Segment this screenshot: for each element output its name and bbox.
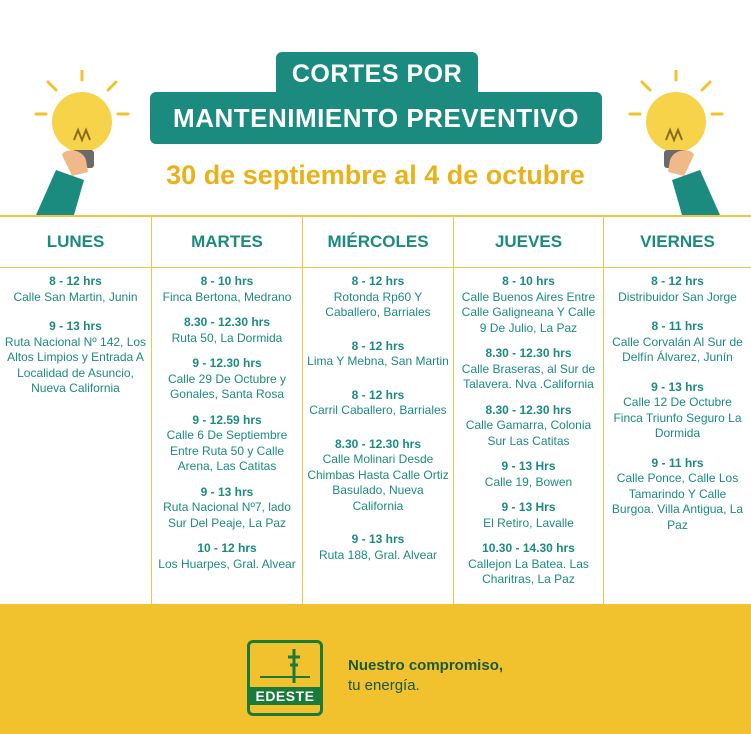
- day-header: LUNES: [0, 217, 151, 268]
- outage-location: Finca Bertona, Medrano: [162, 289, 292, 304]
- title-line-2: MANTENIMIENTO PREVENTIVO: [150, 92, 602, 144]
- outage-entry: [156, 541, 298, 572]
- outage-time: 9 - 12.59 hrs: [192, 412, 262, 427]
- outage-location: Ruta Nacional Nº 142, Los Altos Limpios y Entrada A Localidad de Asuncio, Nueva California: [4, 334, 147, 395]
- outage-time: 8.30 - 12.30 hrs: [485, 346, 572, 360]
- outage-entry: [307, 388, 449, 419]
- schedule-table: [0, 215, 751, 604]
- title-line-1: CORTES POR: [276, 52, 478, 96]
- outage-location: Ruta 50, La Dormida: [171, 330, 283, 345]
- entry-list: [4, 268, 147, 397]
- day-header: JUEVES: [454, 217, 603, 268]
- outage-time: 8 - 12 hrs: [651, 274, 704, 288]
- outage-time: 9 - 13 Hrs: [501, 500, 556, 514]
- outage-entry: [458, 459, 599, 490]
- outage-location: Calle 12 De Octubre Finca Triunfo Seguro La Dormida: [613, 395, 742, 440]
- outage-time: 9 - 12.30 hrs: [192, 356, 262, 370]
- outage-location: Calle Molinari Desde Chimbas Hasta Calle Ortiz Basulado, Nueva California: [307, 452, 449, 513]
- date-range: 30 de septiembre al 4 de octubre: [166, 160, 585, 190]
- lightbulb-hand-icon: [26, 70, 136, 220]
- edeste-logo: [247, 640, 323, 716]
- outage-entry: [4, 319, 147, 397]
- tagline-bold: Nuestro compromiso,: [348, 657, 504, 674]
- outage-location: Distribuidor San Jorge: [618, 289, 737, 304]
- outage-location: Ruta Nacional Nº7, lado Sur Del Peaje, La Paz: [163, 500, 291, 530]
- outage-entry: [458, 403, 599, 450]
- entry-list: [156, 268, 298, 572]
- outage-time: 8.30 - 12.30 hrs: [485, 402, 572, 417]
- outage-time: 8.30 - 12.30 hrs: [334, 436, 422, 451]
- outage-entry: [608, 456, 747, 534]
- outage-entry: [608, 274, 747, 305]
- outage-location: Calle Gamarra, Colonia Sur Las Catitas: [465, 418, 592, 448]
- outage-location: Carril Caballero, Barriales: [309, 403, 447, 417]
- outage-entry: [156, 413, 298, 475]
- outage-time: 8.30 - 12.30 hrs: [183, 315, 271, 329]
- outage-time: 8 - 12 hrs: [351, 387, 405, 402]
- outage-time: 9 - 13 hrs: [351, 532, 405, 546]
- day-header: MIÉRCOLES: [303, 217, 453, 268]
- outage-time: 8 - 12 hrs: [351, 338, 405, 353]
- entry-list: [608, 268, 747, 533]
- outage-time: 9 - 13 Hrs: [501, 459, 556, 473]
- day-column-miercoles: [302, 217, 453, 606]
- power-tower-icon: [250, 643, 320, 687]
- outage-time: 10 - 12 hrs: [197, 541, 257, 555]
- day-column-lunes: [0, 217, 151, 606]
- outage-entry: [156, 274, 298, 305]
- outage-entry: [608, 380, 747, 442]
- day-column-viernes: [603, 217, 751, 606]
- outage-time: 8 - 10 hrs: [502, 274, 555, 288]
- outage-location: Calle Buenos Aires Entre Calle Galigneana Y Calle 9 De Julio, La Paz: [461, 289, 596, 335]
- outage-entry: [4, 274, 147, 305]
- title-block: [0, 0, 751, 215]
- outage-entry: [307, 437, 449, 515]
- outage-time: 10.30 - 14.30 hrs: [482, 541, 575, 555]
- outage-entry: [458, 346, 599, 393]
- outage-entry: [458, 274, 599, 336]
- outage-location: Rotonda Rp60 Y Caballero, Barriales: [325, 289, 431, 319]
- outage-location: Calle 29 De Octubre y Gonales, Santa Rosa: [167, 371, 287, 401]
- footer-banner: [0, 604, 751, 734]
- entry-list: [307, 268, 449, 563]
- outage-entry: [156, 356, 298, 403]
- outage-time: 9 - 13 hrs: [49, 319, 102, 333]
- outage-location: Ruta 188, Gral. Alvear: [318, 547, 438, 562]
- outage-time: 9 - 13 hrs: [651, 379, 704, 394]
- outage-location: Callejon La Batea. Las Charitras, La Paz: [468, 556, 589, 586]
- logo-text: EDESTE: [250, 687, 320, 705]
- outage-location: Calle Braseras, al Sur de Talavera. Nva .California: [461, 361, 596, 391]
- outage-location: Calle Ponce, Calle Los Tamarindo Y Calle Burgoa. Villa Antigua, La Paz: [611, 471, 744, 532]
- day-header: MARTES: [152, 217, 302, 268]
- outage-time: 9 - 13 hrs: [200, 484, 254, 499]
- outage-location: Lima Y Mebna, San Martin: [307, 354, 449, 368]
- day-header: VIERNES: [604, 217, 751, 268]
- outage-location: Los Huarpes, Gral. Alvear: [158, 556, 296, 571]
- day-column-jueves: [453, 217, 603, 606]
- tagline: [348, 656, 503, 696]
- outage-entry: [458, 541, 599, 588]
- outage-entry: [156, 485, 298, 532]
- outage-entry: [307, 532, 449, 563]
- outage-time: 8 - 11 hrs: [651, 319, 704, 333]
- outage-time: 8 - 12 hrs: [351, 274, 405, 288]
- outage-entry: [307, 274, 449, 321]
- outage-time: 9 - 11 hrs: [651, 455, 704, 470]
- outage-location: Calle 6 De Septiembre Entre Ruta 50 y Calle Arena, Las Catitas: [166, 428, 288, 473]
- tagline-light: tu energía.: [348, 677, 420, 694]
- outage-entry: [608, 319, 747, 366]
- outage-entry: [458, 500, 599, 531]
- outage-location: Calle San Martin, Junin: [13, 289, 138, 304]
- outage-location: Calle 19, Bowen: [484, 474, 573, 489]
- outage-entry: [307, 339, 449, 370]
- outage-entry: [156, 315, 298, 346]
- outage-location: Calle Corvalán Al Sur de Delfín Álvarez, Junín: [612, 334, 743, 364]
- outage-time: 8 - 12 hrs: [49, 274, 102, 288]
- lightbulb-hand-icon: [620, 70, 730, 220]
- outage-time: 8 - 10 hrs: [200, 274, 254, 288]
- outage-location: El Retiro, Lavalle: [483, 515, 574, 530]
- day-column-martes: [151, 217, 302, 606]
- entry-list: [458, 268, 599, 588]
